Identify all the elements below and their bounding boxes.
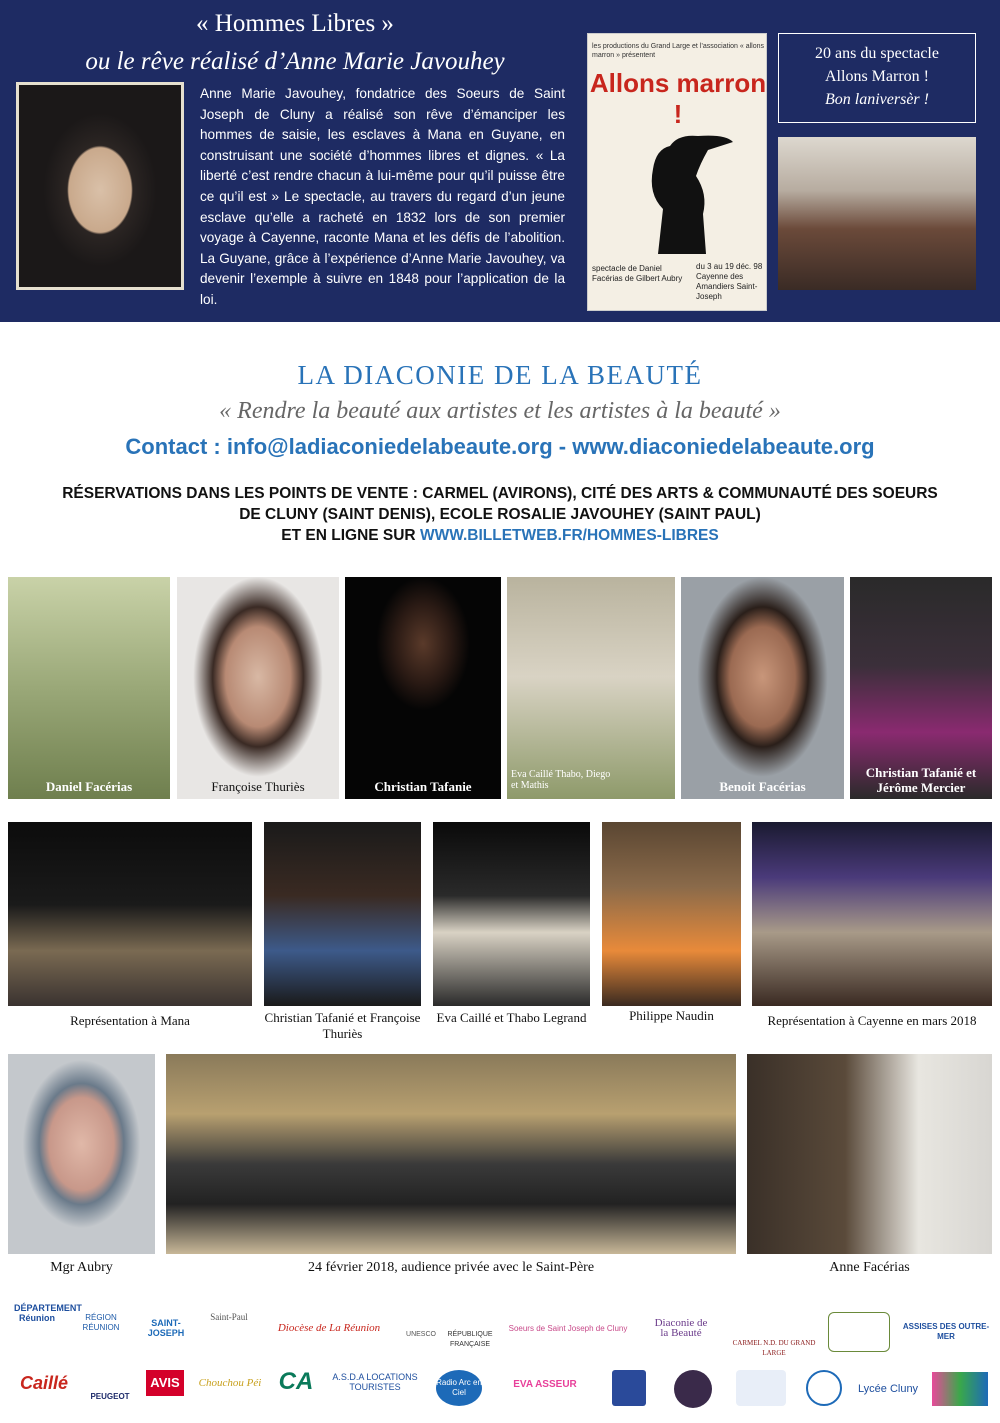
logo-colorful-bars xyxy=(932,1372,988,1406)
poster-dates: du 3 au 19 déc. 98 Cayenne des Amandiers Saint-Joseph xyxy=(696,262,763,301)
reservations xyxy=(40,483,960,546)
show-subtitle: ou le rêve réalisé d’Anne Marie Javouhey xyxy=(85,48,505,75)
logo-circle-blue xyxy=(806,1370,842,1406)
logo-eva-asseur: EVA ASSEUR xyxy=(513,1379,577,1390)
poster-credits: spectacle de Daniel Facérias de Gilbert Aubry xyxy=(592,264,683,283)
allons-marron-poster xyxy=(587,33,767,311)
show-description: Anne Marie Javouhey, fondatrice des Soeurs de Saint Joseph de Cluny a réalisé son rêve d’émanciper les hommes de saisie, les esclaves à Mana en Guyane, en construisant une société d’hommes libres et dignes. « La liberté c’est rendre chacun à lui-même pour qu’il puisse être ce qu’il est » Le spectacle, au travers du regard d’un jeune esclave qu’elle a racheté en 1832 lors de son premier voyage à Cayenne, raconte Mana et les défis de l’abolition. La Guyane, grâce à l’expérience d’Anne Marie Javouhey, va devenir l’exemple à suivre en 1848 pour l’application de la loi. xyxy=(200,86,565,307)
logo-peugeot: PEUGEOT xyxy=(90,1392,130,1401)
caption-anne-facerias: Anne Facérias xyxy=(829,1260,910,1275)
logo-chouchou-pei: Chouchou Péi xyxy=(198,1377,262,1389)
anniversary-line3: Bon laniversèr ! xyxy=(825,91,929,108)
logo-departement-reunion: DÉPARTEMENT Réunion xyxy=(14,1303,82,1323)
diaconie-title: LA DIACONIE DE LA BEAUTÉ xyxy=(297,360,703,390)
contact-line[interactable]: Contact : info@ladiaconiedelabeaute.org - www.diaconiedelabeaute.org xyxy=(125,434,875,459)
billetweb-link[interactable]: WWW.BILLETWEB.FR/HOMMES-LIBRES xyxy=(419,527,719,544)
logo-asda: A.S.D.A LOCATIONS TOURISTES xyxy=(332,1372,418,1392)
logo-avis: AVIS xyxy=(146,1370,184,1396)
logo-diaconie-beaute: Diaconie de la Beauté xyxy=(654,1317,708,1339)
logo-saint-paul: Saint-Paul xyxy=(210,1312,248,1322)
silhouette-figure xyxy=(608,114,748,254)
logo-republique-francaise: RÉPUBLIQUE FRANÇAISE xyxy=(447,1331,493,1348)
reservations-line2: DE CLUNY (SAINT DENIS), ECOLE ROSALIE JAVOUHEY (SAINT PAUL) xyxy=(239,506,761,523)
caption-mgr-aubry: Mgr Aubry xyxy=(50,1260,113,1275)
logo-carmel: CARMEL N.D. DU GRAND LARGE xyxy=(732,1339,816,1357)
logo-saint-joseph: SAINT-JOSEPH xyxy=(147,1318,185,1338)
photo-francoise-thuries xyxy=(177,577,339,799)
logo-unesco: UNESCO xyxy=(406,1331,436,1338)
photo-mgr-aubry xyxy=(8,1054,155,1254)
anniversary-line2: Allons Marron ! xyxy=(825,68,929,85)
logo-round-emblem xyxy=(674,1370,712,1408)
photo-anne-facerias xyxy=(747,1054,992,1254)
caption-eva-caille-family: Eva Caillé Thabo, Diego et Mathis xyxy=(511,769,611,791)
anniversary-box xyxy=(778,33,976,123)
photo-benoit-facerias xyxy=(681,577,844,799)
photo-christian-tafanie xyxy=(345,577,501,799)
logo-diocese-reunion: Diocèse de La Réunion xyxy=(277,1322,381,1334)
caption-francoise-thuries: Françoise Thuriès xyxy=(211,779,305,794)
poster-title: Allons marron ! xyxy=(589,68,767,129)
caption-daniel-facerias: Daniel Facérias xyxy=(45,779,133,794)
logo-radio-arc-en-ciel: Radio Arc en Ciel xyxy=(436,1370,482,1406)
logo-region-reunion: RÉGION RÉUNION xyxy=(82,1313,120,1332)
logo-caille: Caillé xyxy=(19,1373,69,1393)
caption-philippe-naudin: Philippe Naudin xyxy=(629,1008,714,1023)
caption-tafanie-thuries: Christian Tafanié et Françoise Thuriès xyxy=(264,1010,421,1041)
logo-credit-agricole: CA xyxy=(278,1368,314,1395)
photo-tafanie-thuries xyxy=(264,822,421,1006)
caption-christian-tafanie: Christian Tafanie xyxy=(374,779,472,794)
logo-assises-outre-mer: ASSISES DES OUTRE-MER xyxy=(902,1322,990,1341)
photo-daniel-facerias xyxy=(8,577,170,799)
anne-marie-javouhey-portrait xyxy=(16,82,184,290)
logo-soeurs-cluny: Soeurs de Saint Joseph de Cluny xyxy=(508,1324,628,1333)
caption-caille-legrand: Eva Caillé et Thabo Legrand xyxy=(436,1010,587,1025)
photo-representation-mana xyxy=(8,822,252,1006)
logo-kids xyxy=(736,1370,786,1406)
show-title: « Hommes Libres » xyxy=(196,10,394,37)
anniversary-line1: 20 ans du spectacle xyxy=(815,45,939,62)
caption-audience-saint-pere: 24 février 2018, audience privée avec le Saint-Père xyxy=(307,1260,595,1275)
logo-seal xyxy=(828,1312,890,1352)
reservations-line1: RÉSERVATIONS DANS LES POINTS DE VENTE : CARMEL (AVIRONS), CITÉ DES ARTS & COMMUNAUTÉ DES SOEURS xyxy=(62,485,938,502)
caption-tafanie-mercier: Christian Tafanié et Jérôme Mercier xyxy=(865,765,977,795)
caption-representation-cayenne: Représentation à Cayenne en mars 2018 xyxy=(767,1013,977,1028)
reservations-line3 xyxy=(40,525,960,546)
photo-representation-cayenne xyxy=(752,822,992,1006)
photo-eva-caille-family xyxy=(507,577,675,799)
poster-top-text: les productions du Grand Large et l’association « allons marron » présentent xyxy=(592,43,764,59)
photo-philippe-naudin xyxy=(602,822,741,1006)
logo-crest xyxy=(612,1370,646,1406)
troupe-photo xyxy=(778,137,976,290)
caption-benoit-facerias: Benoit Facérias xyxy=(719,779,806,794)
logo-lycee-cluny: Lycée Cluny xyxy=(857,1383,919,1395)
caption-representation-mana: Représentation à Mana xyxy=(70,1013,190,1028)
photo-tafanie-mercier xyxy=(850,577,992,799)
photo-audience-saint-pere xyxy=(166,1054,736,1254)
reservations-prefix: ET EN LIGNE SUR xyxy=(281,527,420,544)
photo-caille-legrand xyxy=(433,822,590,1006)
diaconie-quote: « Rendre la beauté aux artistes et les artistes à la beauté » xyxy=(219,398,781,424)
